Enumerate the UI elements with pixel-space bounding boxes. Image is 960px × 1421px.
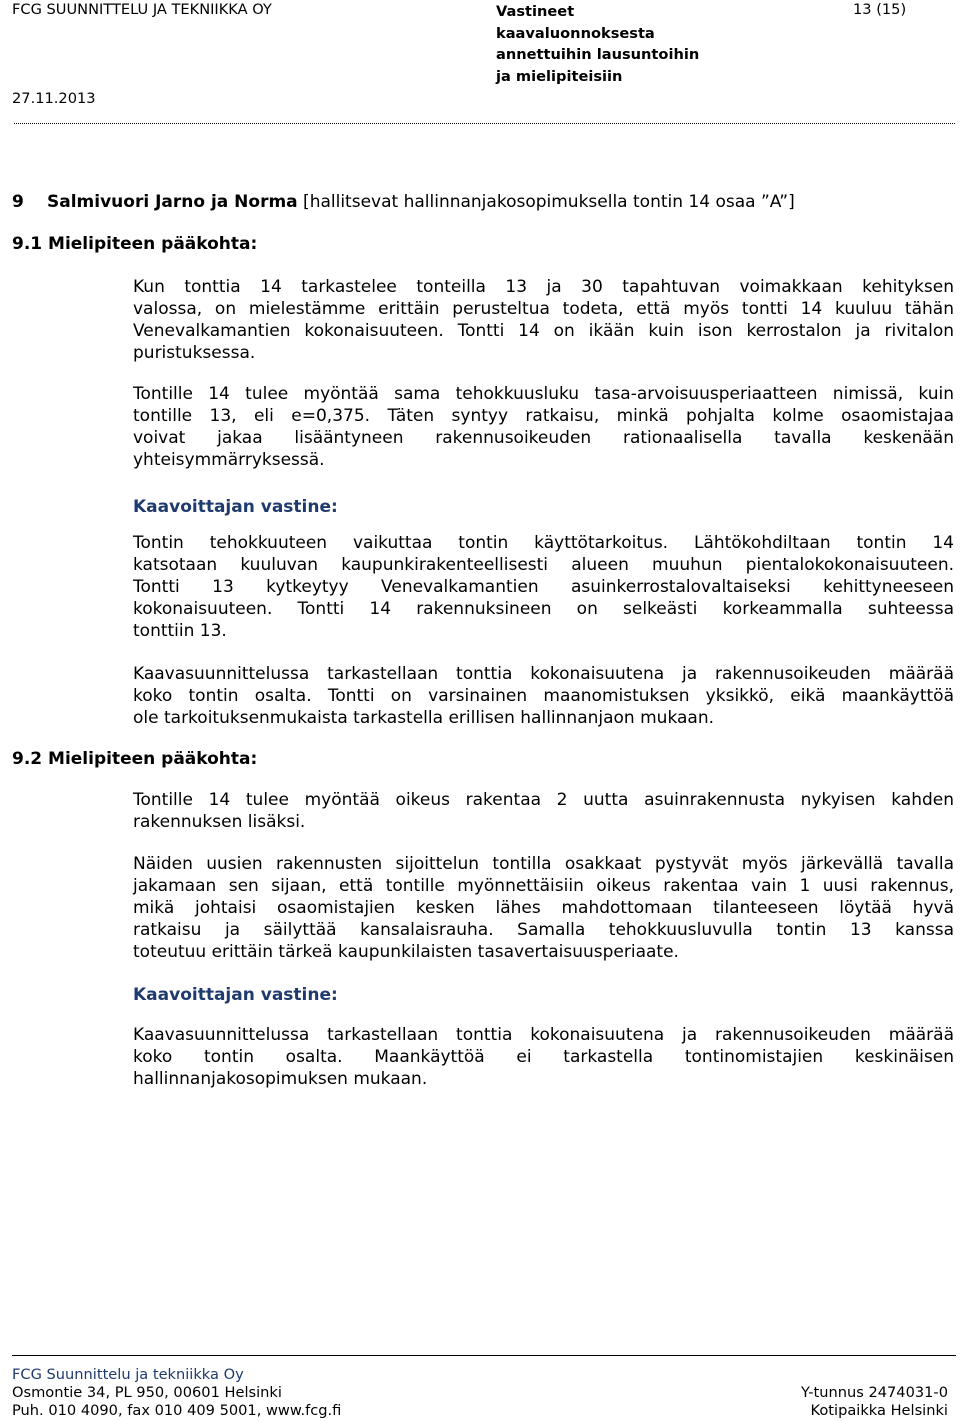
text-line: valossa, on mielestämme erittäin perusteltua todeta, että myös tontti 14 kuuluu tähän	[133, 299, 954, 319]
text-line: jakamaan sen sijaan, että tontille myönnettäisiin oikeus rakentaa vain 1 uusi rakennus,	[133, 876, 954, 896]
header-page-number: 13 (15)	[853, 1, 907, 18]
paragraph	[133, 276, 954, 364]
section-number: 9	[12, 192, 24, 212]
text-line: tontille 13, eli e=0,375. Täten syntyy ratkaisu, minkä pohjalta kolme osaomistajaa	[133, 406, 954, 426]
text-line: yhteisymmärryksessä.	[133, 450, 325, 470]
text-line: katsotaan kuuluvan kaupunkirakenteellisesti alueen muuhun pientalokokonaisuuteen.	[133, 555, 954, 575]
vastine-label: Kaavoittajan vastine:	[133, 497, 338, 517]
text-line: voivat jakaa lisääntyneen rakennusoikeuden rationaalisella tavalla keskenään	[133, 428, 954, 448]
text-line: Kun tonttia 14 tarkastelee tonteilla 13 ja 30 tapahtuvan voimakkaan kehityksen	[133, 277, 954, 297]
text-line: toteutuu erittäin tärkeä kaupunkilaisten tasavertaisuusperiaate.	[133, 942, 679, 962]
text-line: Näiden uusien rakennusten sijoittelun tontilla osakkaat pystyvät myös järkevällä tavalla	[133, 854, 954, 874]
vastine-label: Kaavoittajan vastine:	[133, 985, 338, 1005]
text-line: koko tontin osalta. Maankäyttöä ei tarkastella tontinomistajien keskinäisen	[133, 1047, 954, 1067]
text-line: Tontille 14 tulee myöntää sama tehokkuusluku tasa-arvoisuusperiaatteen nimissä, kuin	[133, 384, 954, 404]
section-note: [hallitsevat hallinnanjakosopimuksella tontin 14 osaa ”A”]	[297, 192, 795, 212]
header-date: 27.11.2013	[12, 90, 96, 107]
paragraph	[133, 663, 954, 729]
text-line: Tontille 14 tulee myöntää oikeus rakentaa 2 uutta asuinrakennusta nykyisen kahden	[133, 790, 954, 810]
footer-contact: Puh. 010 4090, fax 010 409 5001, www.fcg.fi	[12, 1402, 342, 1419]
text-line: ratkaisu ja säilyttää kansalaisrauha. Samalla tehokkuusluvulla tontin 13 kanssa	[133, 920, 954, 940]
header-title-line: annettuihin lausuntoihin	[496, 46, 700, 63]
text-line: mikä johtaisi osaomistajien kesken lähes mahdottomaan tilanteeseen löytää hyvä	[133, 898, 954, 918]
header-document-title	[496, 1, 699, 87]
subsection-heading-9-2: 9.2 Mielipiteen pääkohta:	[12, 749, 258, 769]
text-line: Tontti 13 kytkeytyy Venevalkamantien asuinkerrostalovaltaiseksi kehittyneeseen	[133, 577, 954, 597]
footer-domicile: Kotipaikka Helsinki	[810, 1402, 948, 1419]
paragraph	[133, 853, 954, 963]
text-line: Kaavasuunnittelussa tarkastellaan tonttia kokonaisuutena ja rakennusoikeuden määrää	[133, 664, 954, 684]
text-line: ole tarkoituksenmukaista tarkastella erillisen hallinnanjaon mukaan.	[133, 708, 714, 728]
header-title-line: kaavaluonnoksesta	[496, 24, 655, 42]
footer-business-id: Y-tunnus 2474031-0	[801, 1384, 948, 1401]
text-line: rakennuksen lisäksi.	[133, 812, 306, 832]
text-line: koko tontin osalta. Tontti on varsinainen maanomistuksen yksikkö, eikä maankäyttöä	[133, 686, 954, 706]
header-title-line: Vastineet	[496, 3, 575, 20]
header-title-line: ja mielipiteisiin	[496, 67, 623, 85]
paragraph	[133, 1024, 954, 1090]
text-line: hallinnanjakosopimuksen mukaan.	[133, 1069, 428, 1089]
text-line: tonttiin 13.	[133, 621, 227, 641]
subsection-heading-9-1: 9.1 Mielipiteen pääkohta:	[12, 234, 258, 254]
section-name: Salmivuori Jarno ja Norma	[47, 192, 298, 212]
text-line: Tontin tehokkuuteen vaikuttaa tontin käyttötarkoitus. Lähtökohdiltaan tontin 14	[133, 533, 954, 553]
text-line: Venevalkamantien kokonaisuuteen. Tontti 14 on ikään kuin ison kerrostalon ja rivitalon	[133, 321, 954, 341]
text-line: puristuksessa.	[133, 343, 256, 363]
section-heading	[12, 190, 795, 214]
paragraph	[133, 383, 954, 471]
paragraph	[133, 789, 954, 833]
paragraph	[133, 532, 954, 642]
footer-address: Osmontie 34, PL 950, 00601 Helsinki	[12, 1384, 282, 1401]
header-divider	[12, 123, 956, 124]
footer-divider	[12, 1355, 956, 1356]
header-company: FCG SUUNNITTELU JA TEKNIIKKA OY	[12, 1, 272, 18]
text-line: Kaavasuunnittelussa tarkastellaan tonttia kokonaisuutena ja rakennusoikeuden määrää	[133, 1025, 954, 1045]
footer-company: FCG Suunnittelu ja tekniikka Oy	[12, 1366, 244, 1383]
text-line: kokonaisuuteen. Tontti 14 rakennuksineen on selkeästi korkeammalla suhteessa	[133, 599, 954, 619]
